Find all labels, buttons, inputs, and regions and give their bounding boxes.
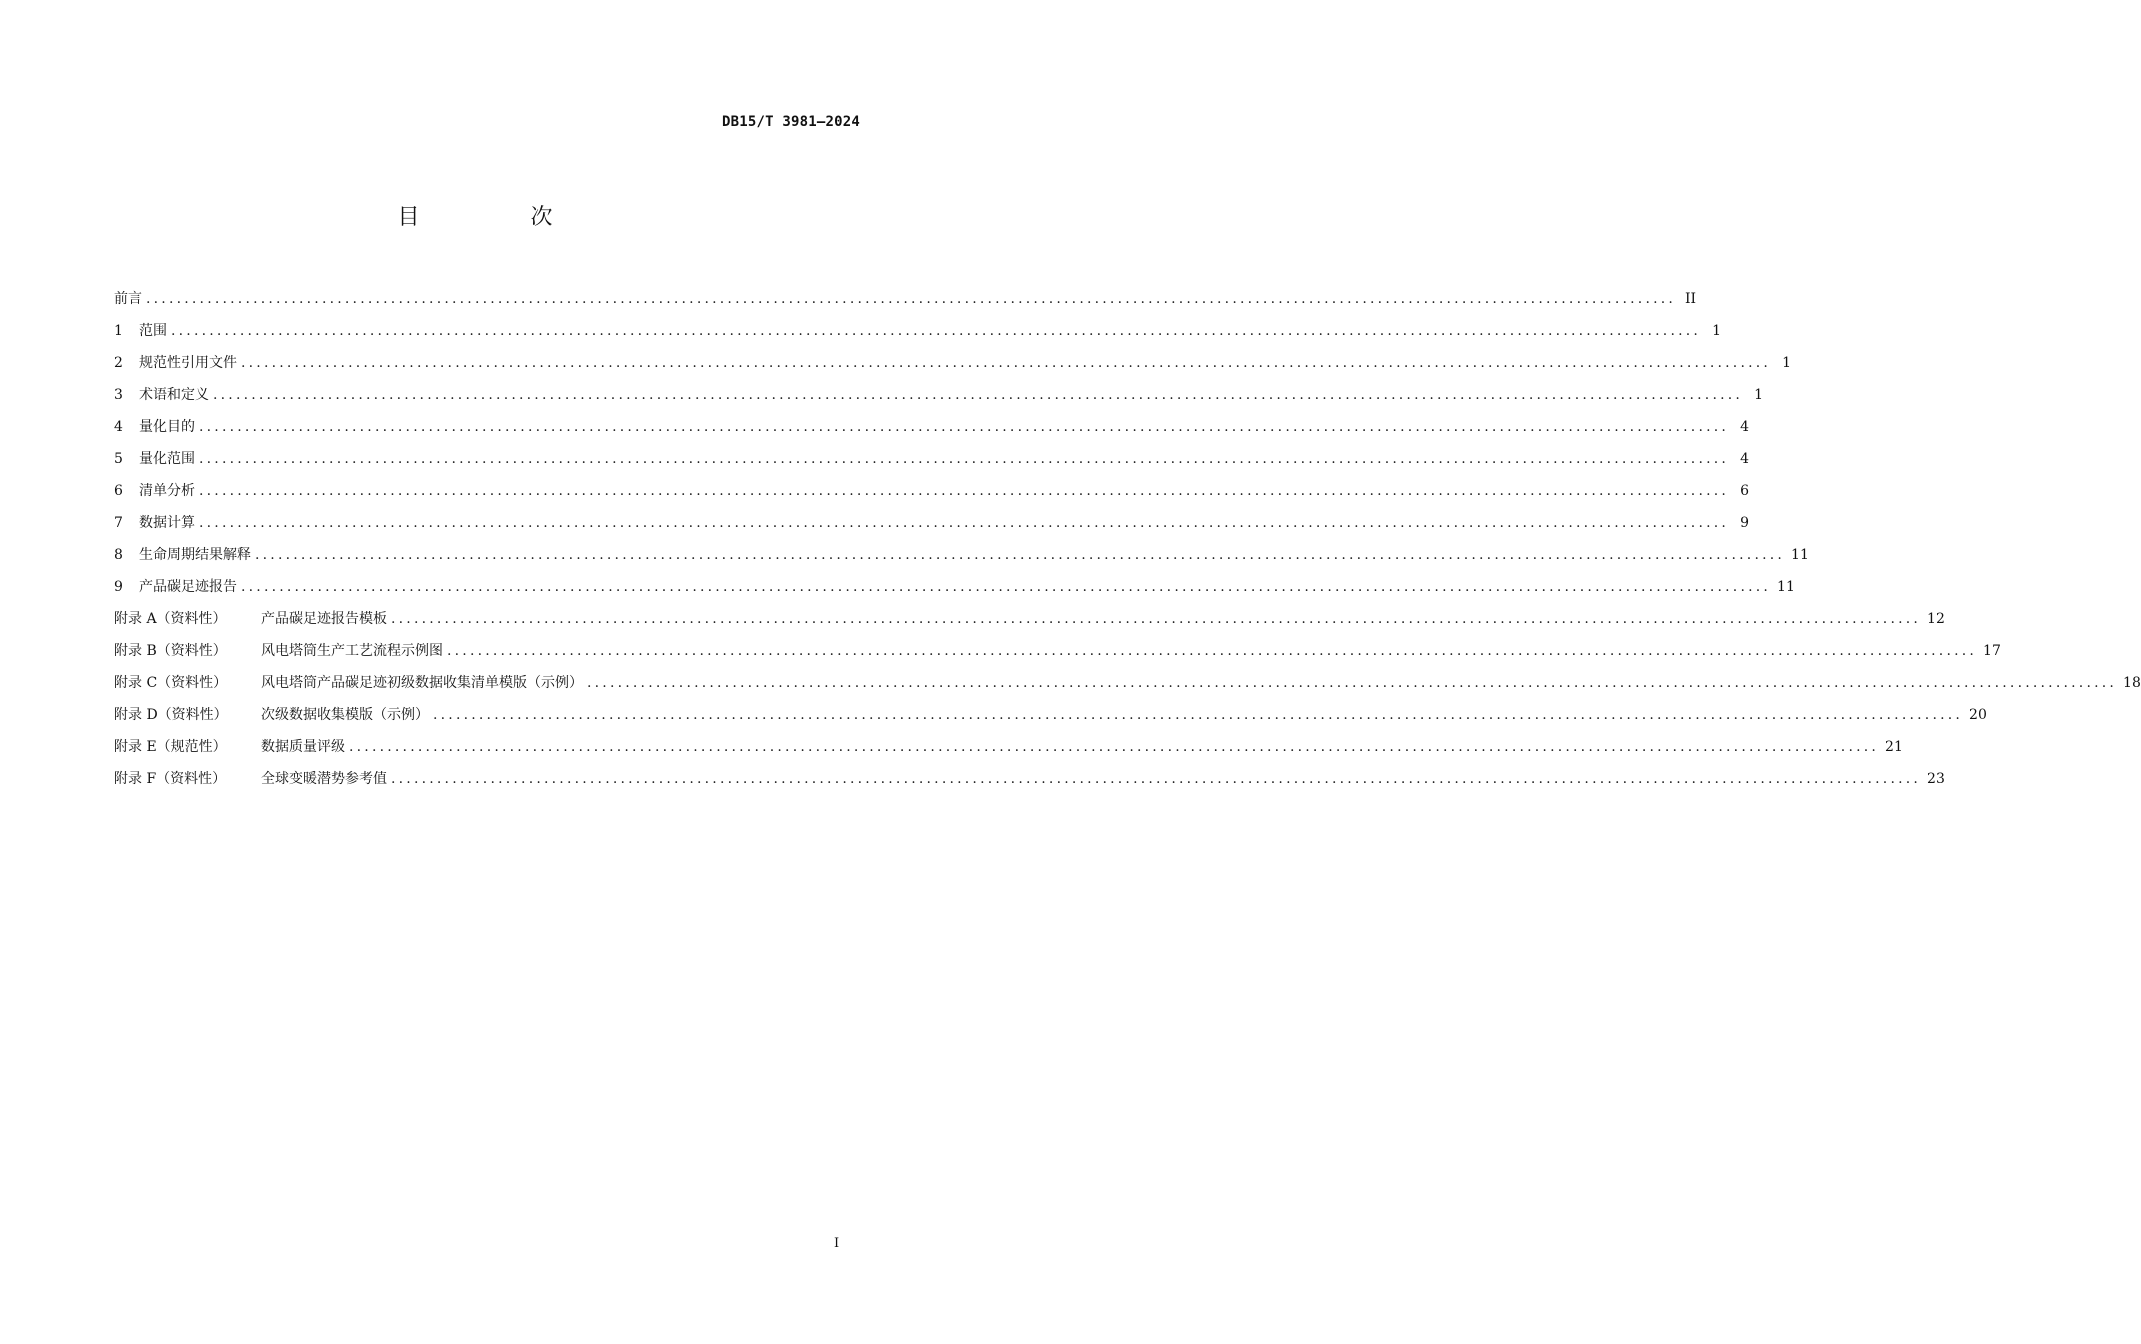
toc-appendix-prefix: 附录 F（资料性） [114,771,227,787]
toc-appendix-label: 次级数据收集模版（示例） [261,707,429,723]
toc-entry-page: 4 [1740,451,1750,467]
toc-entry-label: 生命周期结果解释 [139,547,251,563]
toc-entry-page: 9 [1740,515,1750,531]
toc-entry-page: II [1684,291,1697,307]
toc-leader-dots: ........................................................................................................................................................................................................ [241,579,1772,595]
toc-appendix-prefix: 附录 C（资料性） [114,675,228,691]
toc-entry-page: 6 [1740,483,1750,499]
toc-entry-label: 规范性引用文件 [139,355,237,371]
toc-appendix-prefix: 附录 B（资料性） [114,643,227,659]
toc-entry-page: 1 [1782,355,1792,371]
toc-leader-dots: ........................................................................................................................................................................................................ [146,291,1677,307]
toc-entry-5[interactable] [114,443,1750,475]
toc-entry-foreword[interactable] [114,283,1697,315]
toc-entry-label: 产品碳足迹报告 [139,579,237,595]
toc-appendix-page: 23 [1927,771,1945,787]
toc-entry-number: 2 [114,355,123,371]
toc-leader-dots: ........................................................................................................................................................................................................ [199,451,1730,467]
toc-leader-dots: ........................................................................................................................................................................................................ [255,547,1786,563]
toc-entry-page: 1 [1712,323,1722,339]
toc-appendix-b[interactable] [114,635,2001,667]
toc-entry-6[interactable] [114,475,1750,507]
toc-entry-label: 清单分析 [139,483,195,499]
table-of-contents [114,283,2141,795]
toc-leader-dots: ........................................................................................................................................................................................................ [587,675,2118,691]
toc-appendix-d[interactable] [114,699,1987,731]
toc-entry-7[interactable] [114,507,1750,539]
toc-title: 目 次 [397,205,605,230]
toc-appendix-page: 21 [1885,739,1903,755]
toc-appendix-prefix: 附录 A（资料性） [114,611,227,627]
toc-entry-label: 量化范围 [139,451,195,467]
toc-entry-page: 11 [1777,579,1795,595]
toc-entry-4[interactable] [114,411,1750,443]
toc-entry-page: 11 [1791,547,1809,563]
toc-entry-label: 量化目的 [139,419,195,435]
toc-entry-number: 8 [114,547,123,563]
toc-entry-number: 4 [114,419,123,435]
toc-entry-number: 5 [114,451,123,467]
toc-leader-dots: ........................................................................................................................................................................................................ [433,707,1964,723]
page-number: I [834,1236,840,1251]
toc-leader-dots: ........................................................................................................................................................................................................ [199,419,1730,435]
toc-appendix-label: 风电塔筒产品碳足迹初级数据收集清单模版（示例） [261,675,583,691]
toc-entry-3[interactable] [114,379,1764,411]
toc-entry-number: 3 [114,387,123,403]
toc-appendix-page: 17 [1983,643,2001,659]
document-code: DB15/T 3981—2024 [721,114,860,130]
toc-entry-label: 数据计算 [139,515,195,531]
toc-appendix-label: 产品碳足迹报告模板 [261,611,387,627]
toc-entry-label: 范围 [139,323,167,339]
toc-appendix-prefix: 附录 D（资料性） [114,707,228,723]
toc-entry-2[interactable] [114,347,1792,379]
toc-leader-dots: ........................................................................................................................................................................................................ [349,739,1880,755]
toc-appendix-page: 18 [2123,675,2141,691]
toc-leader-dots: ........................................................................................................................................................................................................ [213,387,1744,403]
toc-leader-dots: ........................................................................................................................................................................................................ [171,323,1702,339]
toc-leader-dots: ........................................................................................................................................................................................................ [447,643,1978,659]
toc-appendix-c[interactable] [114,667,2141,699]
toc-leader-dots: ........................................................................................................................................................................................................ [391,611,1922,627]
toc-appendix-f[interactable] [114,763,1945,795]
toc-entry-9[interactable] [114,571,1795,603]
toc-appendix-page: 20 [1969,707,1987,723]
toc-entry-number: 9 [114,579,123,595]
toc-entry-1[interactable] [114,315,1722,347]
toc-appendix-e[interactable] [114,731,1903,763]
toc-entry-number: 7 [114,515,123,531]
toc-appendix-label: 数据质量评级 [261,739,345,755]
toc-appendix-prefix: 附录 E（规范性） [114,739,227,755]
toc-entry-label: 术语和定义 [139,387,209,403]
toc-leader-dots: ........................................................................................................................................................................................................ [199,515,1730,531]
toc-appendix-label: 全球变暖潜势参考值 [261,771,387,787]
toc-entry-page: 4 [1740,419,1750,435]
toc-leader-dots: ........................................................................................................................................................................................................ [391,771,1922,787]
toc-entry-number: 1 [114,323,123,339]
toc-appendix-page: 12 [1927,611,1945,627]
toc-entry-label: 前言 [114,291,142,307]
toc-entry-page: 1 [1754,387,1764,403]
toc-entry-8[interactable] [114,539,1809,571]
toc-leader-dots: ........................................................................................................................................................................................................ [241,355,1772,371]
toc-appendix-label: 风电塔筒生产工艺流程示例图 [261,643,443,659]
toc-entry-number: 6 [114,483,123,499]
toc-appendix-a[interactable] [114,603,1945,635]
toc-leader-dots: ........................................................................................................................................................................................................ [199,483,1730,499]
